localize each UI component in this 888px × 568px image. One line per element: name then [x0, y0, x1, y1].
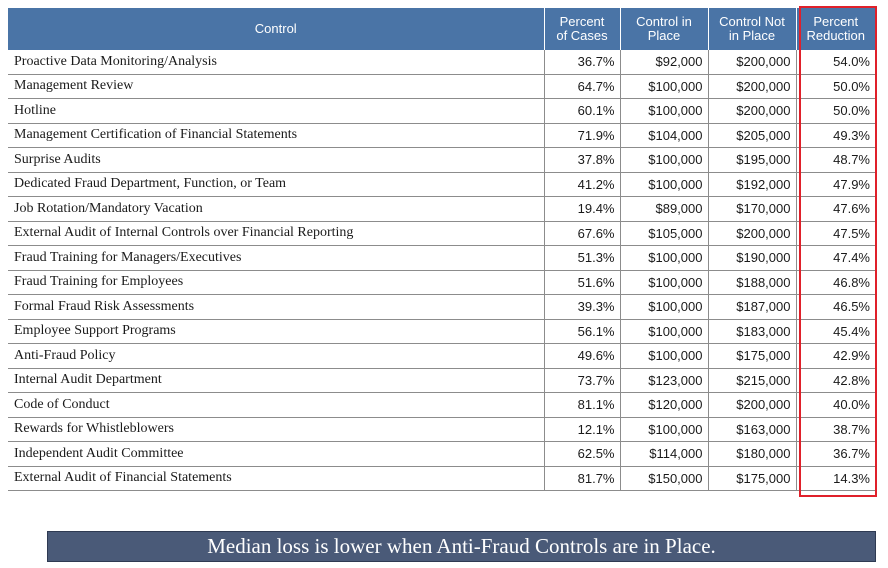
cell-percent-of-cases: 62.5% — [544, 442, 620, 467]
cell-control: Proactive Data Monitoring/Analysis — [8, 50, 544, 74]
table-body — [8, 50, 875, 491]
cell-percent-reduction: 42.9% — [796, 344, 875, 369]
cell-percent-reduction: 47.6% — [796, 197, 875, 222]
table-row — [8, 319, 875, 344]
table-row — [8, 344, 875, 369]
cell-percent-of-cases: 49.6% — [544, 344, 620, 369]
table-row — [8, 393, 875, 418]
cell-control-not-in-place: $175,000 — [708, 344, 796, 369]
cell-percent-reduction: 36.7% — [796, 442, 875, 467]
cell-control-in-place: $123,000 — [620, 368, 708, 393]
cell-control-in-place: $100,000 — [620, 74, 708, 99]
cell-percent-reduction: 48.7% — [796, 148, 875, 173]
header-control-not-in-place: Control Not in Place — [708, 8, 796, 50]
cell-control-in-place: $100,000 — [620, 270, 708, 295]
cell-percent-of-cases: 51.6% — [544, 270, 620, 295]
cell-control-in-place: $100,000 — [620, 319, 708, 344]
caption-banner — [47, 531, 876, 562]
cell-control-in-place: $120,000 — [620, 393, 708, 418]
cell-control: Job Rotation/Mandatory Vacation — [8, 197, 544, 222]
cell-percent-of-cases: 71.9% — [544, 123, 620, 148]
cell-control-in-place: $105,000 — [620, 221, 708, 246]
cell-control-not-in-place: $200,000 — [708, 393, 796, 418]
cell-control-in-place: $104,000 — [620, 123, 708, 148]
caption-text: Median loss is lower when Anti-Fraud Controls are in Place. — [207, 534, 716, 558]
cell-control-not-in-place: $205,000 — [708, 123, 796, 148]
controls-table-container — [8, 8, 875, 491]
cell-percent-of-cases: 39.3% — [544, 295, 620, 320]
cell-percent-of-cases: 19.4% — [544, 197, 620, 222]
cell-control-not-in-place: $192,000 — [708, 172, 796, 197]
cell-control-not-in-place: $180,000 — [708, 442, 796, 467]
header-percent-reduction: Percent Reduction — [796, 8, 875, 50]
cell-control: Anti-Fraud Policy — [8, 344, 544, 369]
cell-control-in-place: $89,000 — [620, 197, 708, 222]
cell-percent-of-cases: 41.2% — [544, 172, 620, 197]
cell-control-not-in-place: $187,000 — [708, 295, 796, 320]
header-control-in-place: Control in Place — [620, 8, 708, 50]
cell-control: External Audit of Financial Statements — [8, 466, 544, 491]
cell-percent-reduction: 49.3% — [796, 123, 875, 148]
cell-control: Fraud Training for Employees — [8, 270, 544, 295]
cell-control-in-place: $100,000 — [620, 148, 708, 173]
cell-percent-of-cases: 56.1% — [544, 319, 620, 344]
cell-percent-reduction: 40.0% — [796, 393, 875, 418]
cell-control-not-in-place: $200,000 — [708, 221, 796, 246]
cell-percent-of-cases: 37.8% — [544, 148, 620, 173]
cell-control: Management Review — [8, 74, 544, 99]
table-row — [8, 99, 875, 124]
cell-percent-reduction: 14.3% — [796, 466, 875, 491]
table-row — [8, 197, 875, 222]
cell-control: Management Certification of Financial Statements — [8, 123, 544, 148]
cell-percent-reduction: 50.0% — [796, 74, 875, 99]
table-row — [8, 148, 875, 173]
table-row — [8, 123, 875, 148]
cell-control-in-place: $100,000 — [620, 99, 708, 124]
table-row — [8, 221, 875, 246]
cell-control: Dedicated Fraud Department, Function, or Team — [8, 172, 544, 197]
cell-control: Code of Conduct — [8, 393, 544, 418]
cell-percent-of-cases: 81.1% — [544, 393, 620, 418]
cell-control: Rewards for Whistleblowers — [8, 417, 544, 442]
cell-control-in-place: $100,000 — [620, 344, 708, 369]
cell-percent-reduction: 47.9% — [796, 172, 875, 197]
cell-control: Surprise Audits — [8, 148, 544, 173]
table-row — [8, 50, 875, 74]
table-row — [8, 295, 875, 320]
cell-percent-reduction: 46.5% — [796, 295, 875, 320]
cell-control: Formal Fraud Risk Assessments — [8, 295, 544, 320]
table-row — [8, 172, 875, 197]
header-control: Control — [8, 8, 544, 50]
cell-percent-reduction: 50.0% — [796, 99, 875, 124]
cell-control-in-place: $114,000 — [620, 442, 708, 467]
cell-control-in-place: $100,000 — [620, 172, 708, 197]
cell-control-not-in-place: $163,000 — [708, 417, 796, 442]
cell-percent-of-cases: 36.7% — [544, 50, 620, 74]
cell-percent-of-cases: 67.6% — [544, 221, 620, 246]
cell-percent-reduction: 54.0% — [796, 50, 875, 74]
cell-control-not-in-place: $195,000 — [708, 148, 796, 173]
cell-control-not-in-place: $170,000 — [708, 197, 796, 222]
cell-control-not-in-place: $200,000 — [708, 50, 796, 74]
cell-percent-of-cases: 51.3% — [544, 246, 620, 271]
anti-fraud-controls-table — [8, 8, 875, 491]
cell-percent-of-cases: 60.1% — [544, 99, 620, 124]
cell-control: Fraud Training for Managers/Executives — [8, 246, 544, 271]
cell-control: Employee Support Programs — [8, 319, 544, 344]
cell-percent-of-cases: 73.7% — [544, 368, 620, 393]
cell-control: External Audit of Internal Controls over Financial Reporting — [8, 221, 544, 246]
cell-percent-reduction: 42.8% — [796, 368, 875, 393]
cell-control-in-place: $100,000 — [620, 417, 708, 442]
cell-control-not-in-place: $200,000 — [708, 74, 796, 99]
table-header-row — [8, 8, 875, 50]
cell-control-in-place: $100,000 — [620, 246, 708, 271]
table-row — [8, 417, 875, 442]
cell-percent-of-cases: 81.7% — [544, 466, 620, 491]
cell-control: Internal Audit Department — [8, 368, 544, 393]
cell-control-in-place: $100,000 — [620, 295, 708, 320]
cell-percent-reduction: 47.4% — [796, 246, 875, 271]
cell-percent-of-cases: 12.1% — [544, 417, 620, 442]
cell-control-in-place: $150,000 — [620, 466, 708, 491]
table-row — [8, 466, 875, 491]
table-row — [8, 246, 875, 271]
cell-percent-reduction: 47.5% — [796, 221, 875, 246]
table-row — [8, 368, 875, 393]
cell-control-not-in-place: $190,000 — [708, 246, 796, 271]
table-row — [8, 270, 875, 295]
cell-percent-of-cases: 64.7% — [544, 74, 620, 99]
cell-control-not-in-place: $200,000 — [708, 99, 796, 124]
cell-control-not-in-place: $215,000 — [708, 368, 796, 393]
table-row — [8, 74, 875, 99]
table-row — [8, 442, 875, 467]
header-percent-of-cases: Percent of Cases — [544, 8, 620, 50]
cell-control-not-in-place: $183,000 — [708, 319, 796, 344]
cell-control-in-place: $92,000 — [620, 50, 708, 74]
cell-control: Independent Audit Committee — [8, 442, 544, 467]
cell-percent-reduction: 46.8% — [796, 270, 875, 295]
cell-percent-reduction: 45.4% — [796, 319, 875, 344]
cell-percent-reduction: 38.7% — [796, 417, 875, 442]
cell-control-not-in-place: $175,000 — [708, 466, 796, 491]
cell-control-not-in-place: $188,000 — [708, 270, 796, 295]
cell-control: Hotline — [8, 99, 544, 124]
